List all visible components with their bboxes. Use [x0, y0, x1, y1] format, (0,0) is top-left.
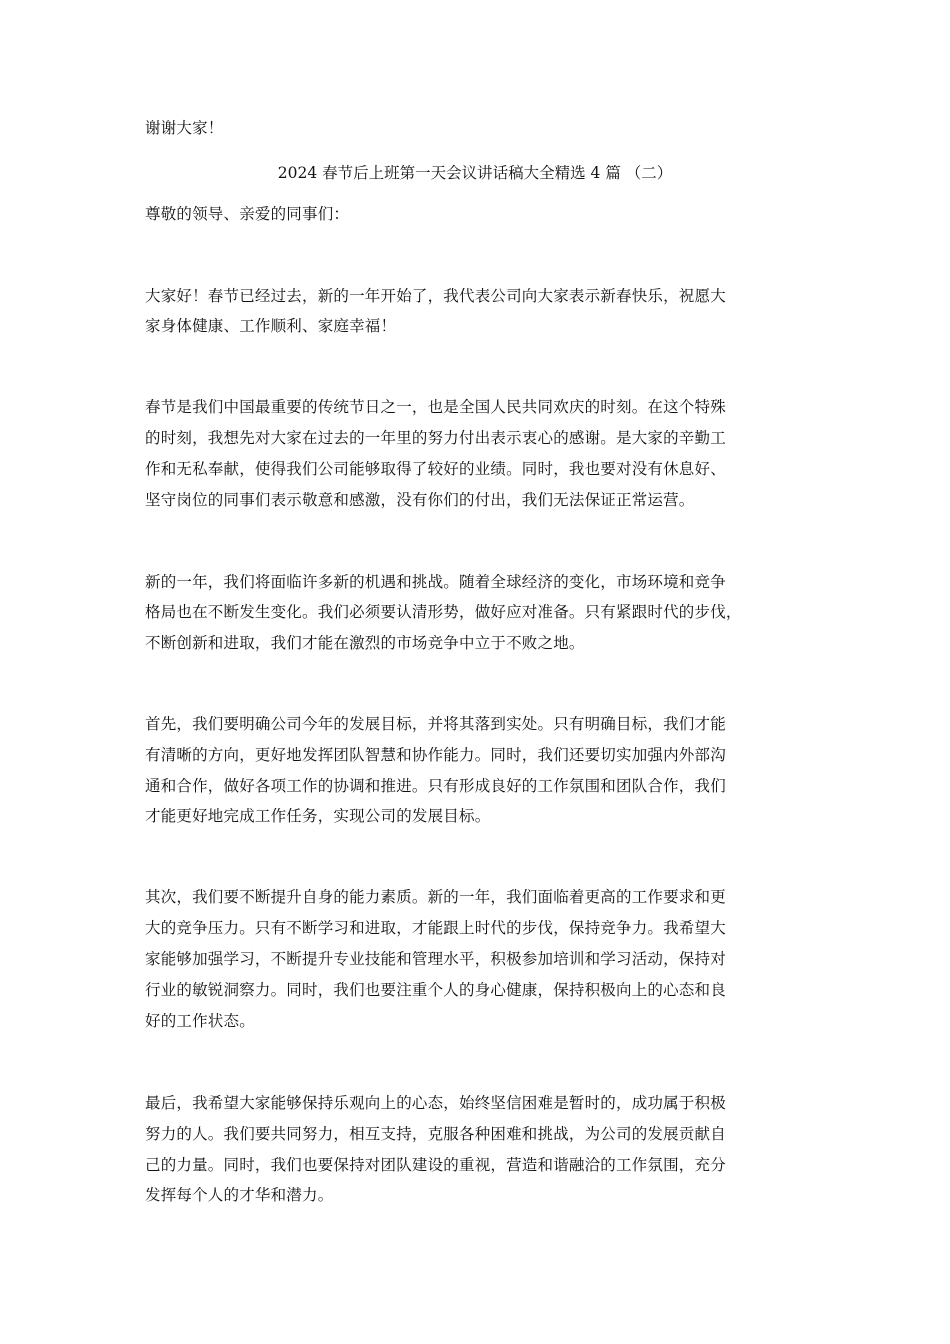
paragraph-line: 最后，我希望大家能够保持乐观向上的心态，始终坚信困难是暂时的，成功属于积极	[145, 1094, 726, 1112]
paragraph-line: 行业的敏锐洞察力。同时，我们也要注重个人的身心健康，保持积极向上的心态和良	[145, 981, 726, 999]
paragraph-line: 努力的人。我们要共同努力，相互支持，克服各种困难和挑战，为公司的发展贡献自	[145, 1125, 726, 1143]
paragraph-line: 家能够加强学习，不断提升专业技能和管理水平，积极参加培训和学习活动，保持对	[145, 950, 726, 968]
paragraph-line: 春节是我们中国最重要的传统节日之一，也是全国人民共同欢庆的时刻。在这个特殊	[145, 398, 726, 416]
paragraph-line: 大的竞争压力。只有不断学习和进取，才能跟上时代的步伐，保持竞争力。我希望大	[145, 919, 726, 937]
paragraph-line: 坚守岗位的同事们表示敬意和感激，没有你们的付出，我们无法保证正常运营。	[145, 491, 695, 509]
paragraph-line: 己的力量。同时，我们也要保持对团队建设的重视，营造和谐融洽的工作氛围，充分	[145, 1156, 726, 1174]
paragraph-line: 不断创新和进取，我们才能在激烈的市场竞争中立于不败之地。	[145, 634, 585, 652]
paragraph-line: 新的一年，我们将面临许多新的机遇和挑战。随着全球经济的变化，市场环境和竞争	[145, 573, 726, 591]
paragraph-line: 好的工作状态。	[145, 1012, 255, 1030]
paragraph-line: 才能更好地完成工作任务，实现公司的发展目标。	[145, 807, 491, 825]
paragraph-line: 发挥每个人的才华和潜力。	[145, 1186, 334, 1204]
salutation: 尊敬的领导、亲爱的同事们：	[145, 205, 350, 223]
section-title: 2024 春节后上班第一天会议讲话稿大全精选 4 篇 （二）	[277, 164, 673, 182]
paragraph-line: 格局也在不断发生变化。我们必须要认清形势，做好应对准备。只有紧跟时代的步伐，	[145, 603, 742, 621]
paragraph-line: 有清晰的方向，更好地发挥团队智慧和协作能力。同时，我们还要切实加强内外部沟	[145, 746, 726, 764]
closing-line: 谢谢大家！	[145, 119, 224, 137]
paragraph-line: 家身体健康、工作顺利、家庭幸福！	[145, 317, 397, 335]
paragraph-line: 其次，我们要不断提升自身的能力素质。新的一年，我们面临着更高的工作要求和更	[145, 888, 726, 906]
paragraph-line: 的时刻，我想先对大家在过去的一年里的努力付出表示衷心的感谢。是大家的辛勤工	[145, 429, 726, 447]
paragraph-line: 通和合作，做好各项工作的协调和推进。只有形成良好的工作氛围和团队合作，我们	[145, 777, 726, 795]
paragraph-line: 作和无私奉献，使得我们公司能够取得了较好的业绩。同时，我也要对没有休息好、	[145, 460, 726, 478]
paragraph-line: 大家好！春节已经过去，新的一年开始了，我代表公司向大家表示新春快乐，祝愿大	[145, 287, 726, 305]
paragraph-line: 首先，我们要明确公司今年的发展目标，并将其落到实处。只有明确目标，我们才能	[145, 715, 726, 733]
